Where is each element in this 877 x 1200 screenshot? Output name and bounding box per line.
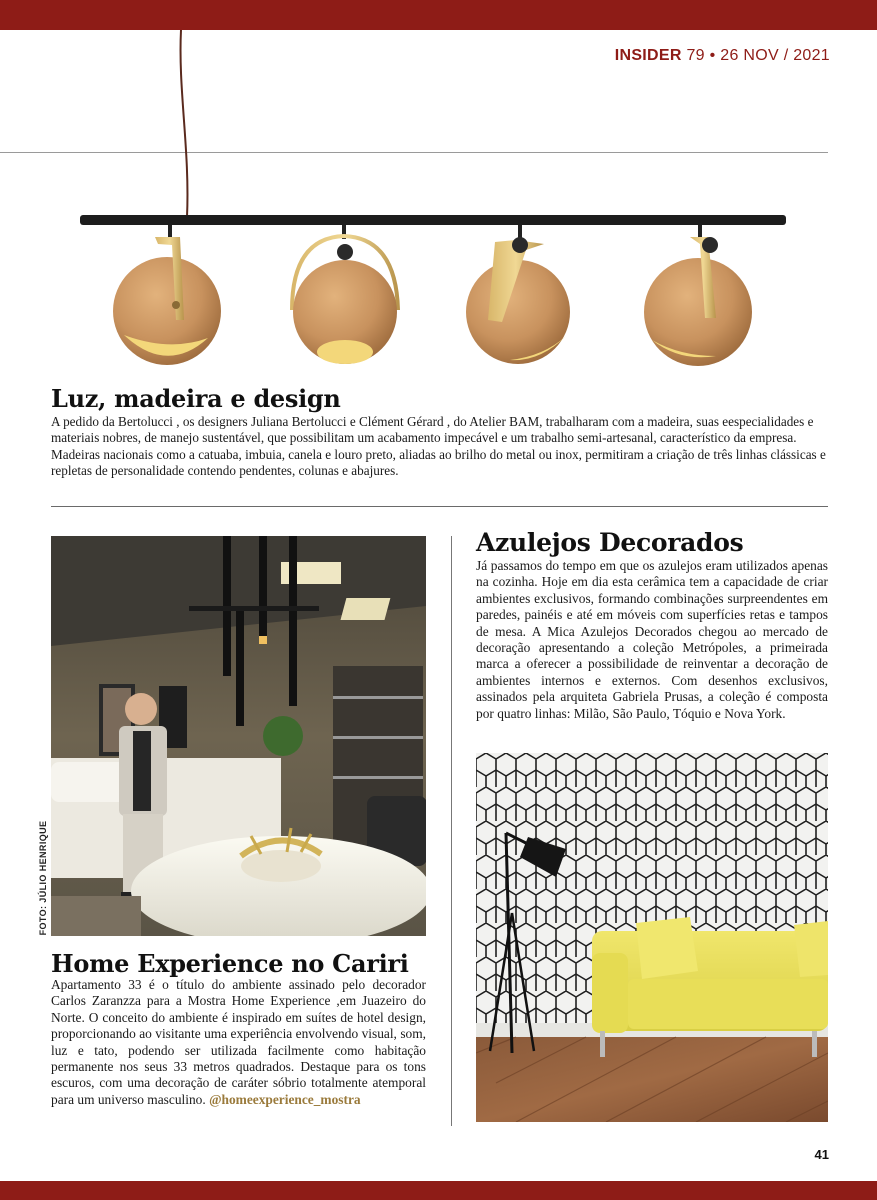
article-title-lights: Luz, madeira e design bbox=[51, 384, 341, 413]
instagram-handle[interactable]: @homeexperience_mostra bbox=[209, 1091, 361, 1107]
bedroom-photo bbox=[51, 536, 426, 936]
photo-credit: FOTO: JÚLIO HENRIQUE bbox=[38, 820, 48, 936]
article-body-home-text: Apartamento 33 é o título do ambiente assinado pelo decorador Carlos Zaranzza para a Mostra Home Experience ,em Juazeiro do Norte. O conceito do ambiente é inspirado em suítes de hotel design, proporcionando ao visitante uma experiência envolvendo visual, som, luz e tato, podendo ser utilizada facilmente como habitação permanente nos seus 33 metros quadrados. Destaque para os tons escuros, com uma decoração de caráter sóbrio totalmente atemporal para um universo masculino. bbox=[51, 977, 426, 1107]
top-color-bar bbox=[0, 0, 877, 30]
article-body-lights: A pedido da Bertolucci , os designers Juliana Bertolucci e Clément Gérard , do Atelier BAM, trabalharam com a madeira, suas eespecialidades e materiais nobres, de manejo sustentável, que possibilitam um acabamento impecável e um trabalho semi-artesanal, característico da empresa. Madeiras nacionais como a catuaba, imbuia, canela e louro preto, aliadas ao brilho do metal ou inox, permitiram a criação de três linhas clássicas e repletas de personalidade contendo pendentes, colunas e abajures. bbox=[51, 414, 826, 479]
article-body-tiles: Já passamos do tempo em que os azulejos eram utilizados apenas na cozinha. Hoje em dia esta cerâmica tem a capacidade de criar ambientes exclusivos, formando combinações surpreendentes em paredes, painéis e até em móveis com superfícies retas e tampos de mesa. A Mica Azulejos Decorados chegou ao mercado de decoração apresentando a coleção Metrópoles, a primeirada marca a oferecer a possibilidade de reinventar a decoração de ambientes internos e externos. Com desenhos exclusivos, assinados pela arquiteta Gabriela Prusas, a coleção é composta por quatro linhas: Milão, São Paulo, Tóquio e Nova York. bbox=[476, 558, 828, 721]
pendant-lamp-photo bbox=[40, 30, 830, 380]
bottom-color-bar bbox=[0, 1181, 877, 1200]
issue-info: 79 • 26 NOV / 2021 bbox=[681, 47, 830, 64]
page-number: 41 bbox=[814, 1147, 829, 1162]
magazine-brand: INSIDER bbox=[614, 47, 682, 64]
column-divider bbox=[451, 536, 452, 1126]
article-title-tiles: Azulejos Decorados bbox=[476, 528, 744, 557]
article-title-home: Home Experience no Cariri bbox=[51, 949, 409, 978]
section-rule bbox=[51, 506, 828, 507]
tile-room-photo bbox=[476, 753, 828, 1122]
article-body-home bbox=[51, 977, 426, 1108]
